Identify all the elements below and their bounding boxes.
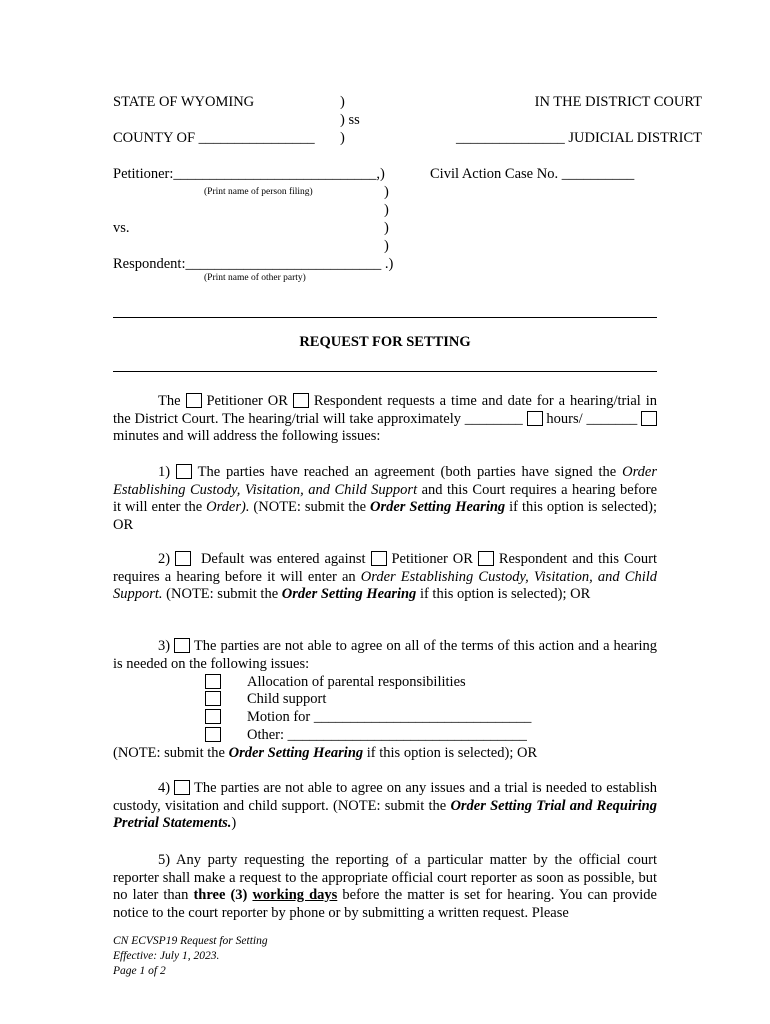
issue-item: Other: _________________________________ <box>205 727 527 744</box>
caption-paren: ) <box>340 130 345 146</box>
option-2-paragraph: 2) Default was entered against Petitioner OR Respondent and this Court requires a hearing before it will enter an Order Establishing Custody, Visitation, and Child Support. (NOTE: submit the Order Setting Hearing if this option is selected); OR <box>113 551 658 602</box>
respondent-field[interactable]: Respondent:___________________________ .) <box>113 256 394 272</box>
petitioner-hint: (Print name of person filing) <box>204 187 313 197</box>
default-respondent-checkbox[interactable] <box>478 551 494 566</box>
issue-motion-checkbox[interactable] <box>205 709 221 724</box>
issue-item: Child support <box>205 691 326 708</box>
option-3-paragraph: 3) The parties are not able to agree on all of the terms of this action and a hearing is needed on the following issues: <box>113 638 658 672</box>
option-3-checkbox[interactable] <box>174 638 190 653</box>
caption-paren-ss: ) ss <box>340 112 360 128</box>
minutes-blank[interactable]: _______ <box>586 410 638 427</box>
vs-label: vs. <box>113 220 130 236</box>
option-1-paragraph: 1) The parties have reached an agreement (both parties have signed the Order Establishing Custody, Visitation, and Child Support and this Court requires a hearing before it will enter the Order). (NOTE: submit the Order Setting Hearing if this option is selected); OR <box>113 464 658 533</box>
option-3-note: (NOTE: submit the Order Setting Hearing if this option is selected); OR <box>113 745 538 761</box>
minutes-checkbox[interactable] <box>641 411 657 426</box>
default-petitioner-checkbox[interactable] <box>371 551 387 566</box>
issue-item: Allocation of parental responsibilities <box>205 674 466 691</box>
option-4-checkbox[interactable] <box>174 780 190 795</box>
intro-paragraph: The Petitioner OR Respondent requests a time and date for a hearing/trial in the District Court. The hearing/trial will take approximately ________ hours/ _______ minutes and will address the following issues: <box>113 393 658 444</box>
page-title: REQUEST FOR SETTING <box>299 334 471 350</box>
court-reporter-paragraph: 5) Any party requesting the reporting of a particular matter by the official court reporter shall make a request to the appropriate official court reporter as soon as possible, but no later than three (3) working days before the matter is set for hearing. You can provide notice to the court reporter by phone or by submitting a written request. Please <box>113 852 657 921</box>
option-2-checkbox[interactable] <box>175 551 191 566</box>
option-1-checkbox[interactable] <box>176 464 192 479</box>
page-number: Page 1 of 2 <box>113 965 166 977</box>
divider-top <box>113 317 657 318</box>
caption-paren: ) <box>384 238 389 254</box>
respondent-checkbox[interactable] <box>293 393 309 408</box>
court-label: IN THE DISTRICT COURT <box>534 94 702 110</box>
respondent-hint: (Print name of other party) <box>204 273 306 283</box>
effective-date: Effective: July 1, 2023. <box>113 950 220 962</box>
caption-paren: ) <box>384 220 389 236</box>
option-4-paragraph: 4) The parties are not able to agree on any issues and a trial is needed to establish custody, visitation and child support. (NOTE: submit the Order Setting Trial and Requiring Pretrial Statements.) <box>113 780 657 831</box>
caption-paren: ) <box>340 94 345 110</box>
petitioner-checkbox[interactable] <box>186 393 202 408</box>
divider-bottom <box>113 371 657 372</box>
issue-other-checkbox[interactable] <box>205 727 221 742</box>
issue-allocation-checkbox[interactable] <box>205 674 221 689</box>
form-id: CN ECVSP19 Request for Setting <box>113 935 268 947</box>
caption-paren: ) <box>384 184 389 200</box>
case-number-field[interactable]: Civil Action Case No. __________ <box>430 166 635 182</box>
hours-checkbox[interactable] <box>527 411 543 426</box>
judicial-district-field[interactable]: _______________ JUDICIAL DISTRICT <box>456 130 702 146</box>
state-label: STATE OF WYOMING <box>113 94 255 110</box>
petitioner-field[interactable]: Petitioner:____________________________,) <box>113 166 385 182</box>
county-field[interactable]: COUNTY OF ________________ <box>113 130 315 146</box>
issue-child-support-checkbox[interactable] <box>205 691 221 706</box>
issue-item: Motion for ______________________________ <box>205 709 531 726</box>
caption-paren: ) <box>384 202 389 218</box>
